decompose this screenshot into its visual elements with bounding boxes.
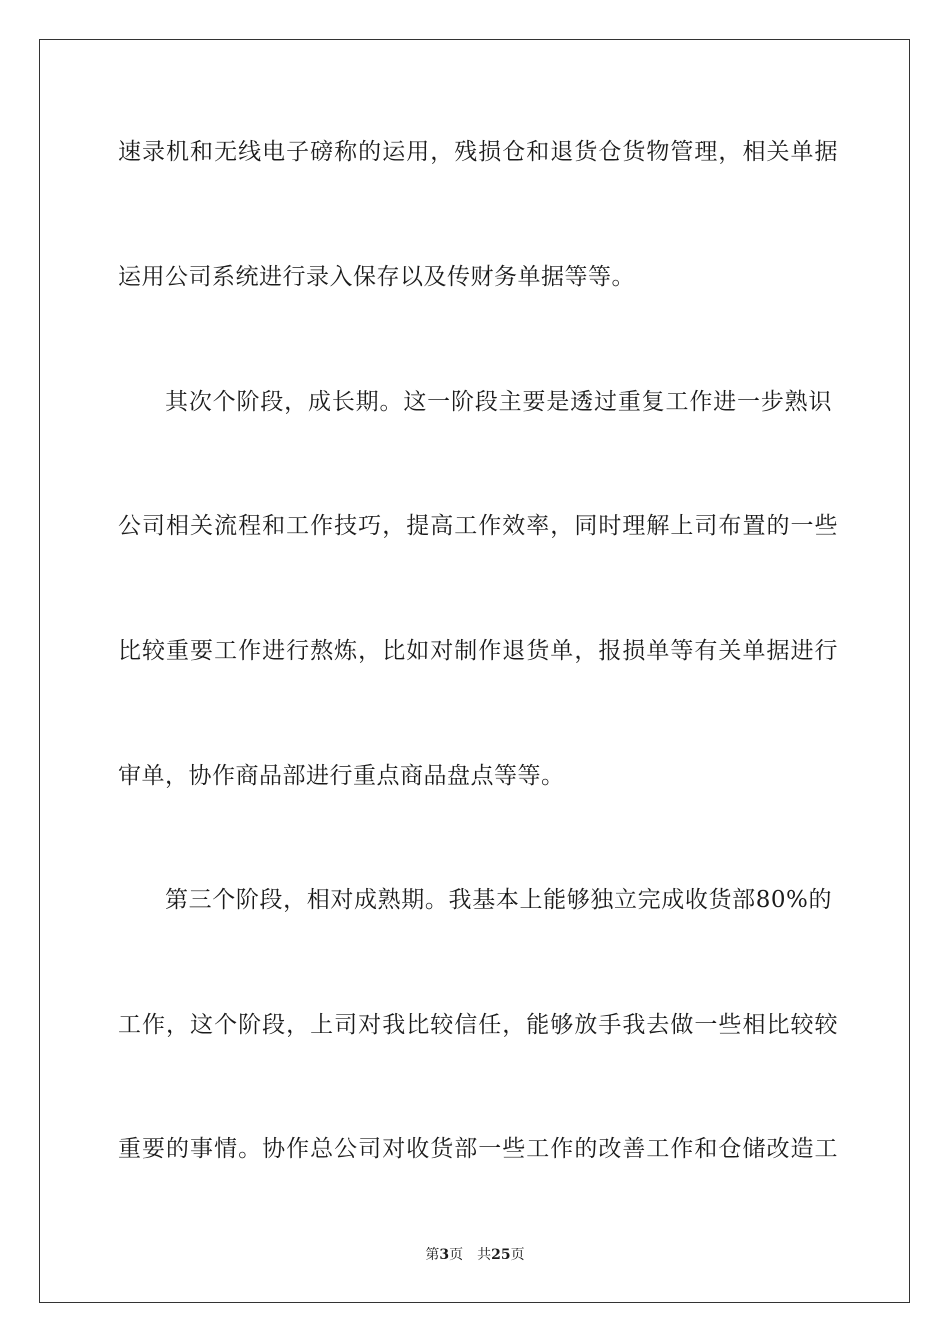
total-prefix: 共 — [477, 1247, 492, 1263]
paragraph-2-line-1: 其次个阶段，成长期。这一阶段主要是透过重复工作进一步熟识 — [165, 389, 832, 415]
page-suffix: 页 — [449, 1247, 464, 1263]
text-line-2: 运用公司系统进行录入保存以及传财务单据等等。 — [118, 264, 635, 290]
total-suffix: 页 — [510, 1247, 525, 1263]
paragraph-3-line-1: 第三个阶段，相对成熟期。我基本上能够独立完成收货部80%的 — [165, 887, 832, 913]
text-line-6: 审单，协作商品部进行重点商品盘点等等。 — [118, 763, 565, 789]
text-line-9: 重要的事情。协作总公司对收货部一些工作的改善工作和仓储改造工 — [118, 1136, 838, 1162]
text-line-5: 比较重要工作进行熬炼，比如对制作退货单，报损单等有关单据进行 — [118, 638, 838, 664]
total-pages: 25 — [491, 1247, 511, 1263]
text-line-4: 公司相关流程和工作技巧，提高工作效率，同时理解上司布置的一些 — [118, 513, 838, 539]
page-footer — [0, 1246, 950, 1264]
text-line-8: 工作，这个阶段，上司对我比较信任，能够放手我去做一些相比较较 — [118, 1012, 838, 1038]
page-border — [39, 39, 910, 1303]
page-number: 3 — [439, 1247, 450, 1263]
text-line-1: 速录机和无线电子磅称的运用，残损仓和退货仓货物管理，相关单据 — [118, 139, 838, 165]
page-prefix: 第 — [425, 1247, 440, 1263]
